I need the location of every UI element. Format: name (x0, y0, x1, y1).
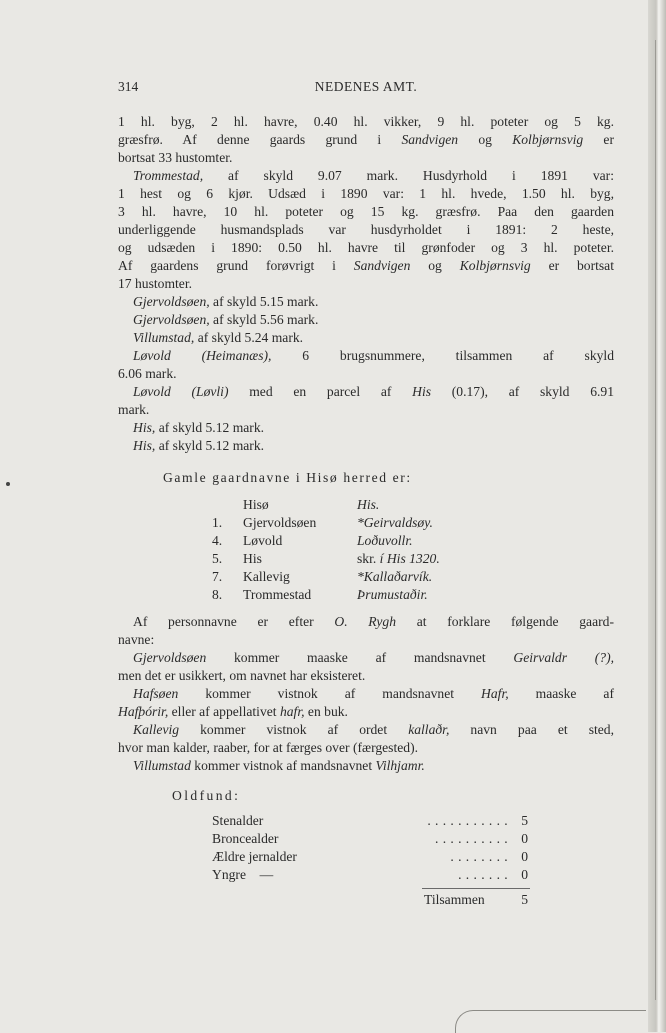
oldfund-label: Yngre — (212, 867, 274, 882)
oldfund-label: Ældre jernalder (212, 849, 297, 864)
page-header (118, 79, 614, 97)
page-number: 314 (118, 79, 139, 94)
text-line: hvor man kalder, raaber, for at færges over (færgested). (118, 740, 418, 755)
text-line: Af gaardens grund forøvrigt i Sandvigen og Kolbjørnsvig er bortsat (118, 258, 614, 273)
text-line: Kallevig kommer vistnok af ordet kallaðr, navn paa et sted, (133, 722, 614, 737)
running-title: NEDENES AMT. (314, 79, 418, 94)
gaardnavne-header-modern: Hisø (243, 497, 269, 512)
text-line: Gjervoldsøen, af skyld 5.15 mark. (133, 294, 319, 309)
row-number: 1. (212, 515, 223, 530)
text-line: Trommestad, af skyld 9.07 mark. Husdyrhold i 1891 var: (133, 168, 614, 183)
modern-name: His (243, 551, 262, 566)
oldfund-heading: Oldfund: (172, 788, 241, 803)
text-line: underliggende husmandsplads var husdyrholdet i 1891: 2 heste, (118, 222, 614, 237)
oldfund-value: 0 (521, 867, 528, 882)
row-number: 7. (212, 569, 223, 584)
old-name: Loðuvollr. (357, 533, 413, 548)
ink-speck (6, 482, 10, 486)
oldfund-label: Broncealder (212, 831, 279, 846)
gaardnavne-header-old: His. (357, 497, 380, 512)
old-name: *Geirvaldsøy. (357, 515, 433, 530)
text-line: Gjervoldsøen kommer maaske af mandsnavnet Geirvaldr (?), (133, 650, 614, 665)
leader-dots: ........ (450, 849, 512, 864)
leader-dots: .......... (435, 831, 512, 846)
text-line: 1 hest og 6 kjør. Udsæd i 1890 var: 1 hl. hvede, 1.50 hl. byg, (118, 186, 614, 201)
text-line: men det er usikkert, om navnet har eksisteret. (118, 668, 366, 683)
modern-name: Løvold (243, 533, 283, 548)
total-label: Tilsammen (424, 892, 485, 907)
page-corner (455, 1010, 646, 1033)
sum-rule (422, 888, 530, 889)
old-name: skr. í His 1320. (357, 551, 440, 566)
text-line: 17 hustomter. (118, 276, 193, 291)
text-line: græsfrø. Af denne gaards grund i Sandvigen og Kolbjørnsvig er (118, 132, 614, 147)
text-line: Hafþórir, eller af appellativet hafr, en buk. (118, 704, 348, 719)
page-edge-line (655, 40, 656, 1000)
text-line: mark. (118, 402, 150, 417)
old-name: *Kallaðarvík. (357, 569, 433, 584)
oldfund-value: 0 (521, 831, 528, 846)
text-line: og udsæden i 1890: 0.50 hl. havre til grønfoder og 3 hl. poteter. (118, 240, 614, 255)
leader-dots: ........... (427, 813, 512, 828)
row-number: 4. (212, 533, 223, 548)
text-line: bortsat 33 hustomter. (118, 150, 233, 165)
text-line: 3 hl. havre, 10 hl. poteter og 15 kg. græsfrø. Paa den gaarden (118, 204, 614, 219)
text-line: Villumstad kommer vistnok af mandsnavnet Vilhjamr. (133, 758, 425, 773)
modern-name: Gjervoldsøen (243, 515, 317, 530)
text-line: Hafsøen kommer vistnok af mandsnavnet Hafr, maaske af (133, 686, 614, 701)
gaardnavne-heading: Gamle gaardnavne i Hisø herred er: (163, 470, 412, 485)
modern-name: Trommestad (243, 587, 312, 602)
text-line: Løvold (Løvli) med en parcel af His (0.17), af skyld 6.91 (133, 384, 614, 399)
text-line: Villumstad, af skyld 5.24 mark. (133, 330, 304, 345)
page-edge (648, 0, 666, 1032)
text-line: His, af skyld 5.12 mark. (133, 438, 265, 453)
text-line: 1 hl. byg, 2 hl. havre, 0.40 hl. vikker, 9 hl. poteter og 5 kg. (118, 114, 614, 129)
oldfund-value: 0 (521, 849, 528, 864)
text-line: navne: (118, 632, 155, 647)
text-line: His, af skyld 5.12 mark. (133, 420, 265, 435)
modern-name: Kallevig (243, 569, 290, 584)
text-line: Af personnavne er efter O. Rygh at forklare følgende gaard- (133, 614, 614, 629)
oldfund-value: 5 (521, 813, 528, 828)
row-number: 8. (212, 587, 223, 602)
oldfund-label: Stenalder (212, 813, 264, 828)
leader-dots: ....... (458, 867, 512, 882)
text-line: 6.06 mark. (118, 366, 177, 381)
row-number: 5. (212, 551, 223, 566)
text-line: Løvold (Heimanæs), 6 brugsnummere, tilsammen af skyld (133, 348, 614, 363)
text-line: Gjervoldsøen, af skyld 5.56 mark. (133, 312, 319, 327)
old-name: Þrumustaðir. (357, 587, 428, 602)
total-value: 5 (521, 892, 528, 907)
